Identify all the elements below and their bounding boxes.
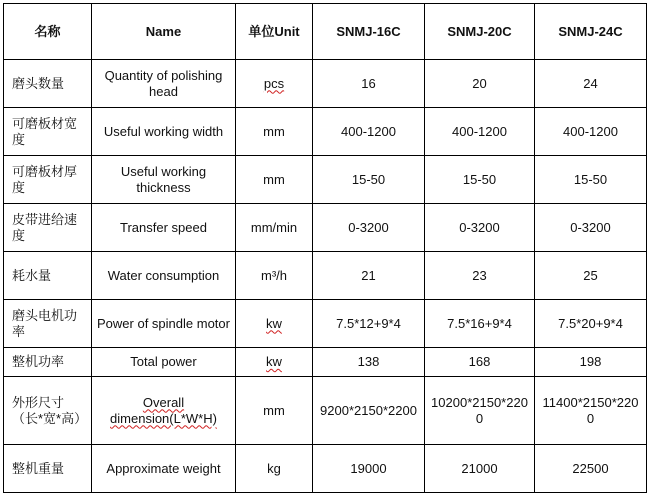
- cell-value: 24: [535, 60, 647, 108]
- cell-value: 400-1200: [535, 108, 647, 156]
- name-en-text: Overall dimension(L*W*H): [110, 394, 217, 426]
- cell-value: 19000: [313, 445, 425, 493]
- cell-name-en: [92, 377, 236, 445]
- unit-text: kw: [266, 315, 282, 331]
- cell-value: 0-3200: [313, 204, 425, 252]
- cell-name-zh: 可磨板材厚度: [4, 156, 92, 204]
- cell-unit: mm: [236, 156, 313, 204]
- cell-unit: [236, 348, 313, 377]
- cell-name-zh: 磨头电机功率: [4, 300, 92, 348]
- header-cell: Name: [92, 4, 236, 60]
- table-row: [4, 252, 647, 300]
- cell-name-zh: 外形尺寸（长*宽*高）: [4, 377, 92, 445]
- cell-value: 400-1200: [313, 108, 425, 156]
- cell-name-zh: 耗水量: [4, 252, 92, 300]
- table-row: [4, 156, 647, 204]
- cell-value: 15-50: [313, 156, 425, 204]
- cell-value: 22500: [535, 445, 647, 493]
- cell-value: 0-3200: [535, 204, 647, 252]
- table-row: [4, 108, 647, 156]
- unit-text: pcs: [263, 75, 285, 91]
- cell-value: 15-50: [535, 156, 647, 204]
- cell-value: 168: [425, 348, 535, 377]
- cell-name-en: Useful working thickness: [92, 156, 236, 204]
- cell-value: 198: [535, 348, 647, 377]
- cell-value: 23: [425, 252, 535, 300]
- cell-unit: [236, 60, 313, 108]
- cell-value: 0-3200: [425, 204, 535, 252]
- cell-value: 15-50: [425, 156, 535, 204]
- header-cell: 单位Unit: [236, 4, 313, 60]
- cell-unit: kg: [236, 445, 313, 493]
- cell-value: 10200*2150*2200: [425, 377, 535, 445]
- header-cell: SNMJ-20C: [425, 4, 535, 60]
- cell-value: 25: [535, 252, 647, 300]
- header-cell: SNMJ-16C: [313, 4, 425, 60]
- cell-unit: m³/h: [236, 252, 313, 300]
- cell-value: 21: [313, 252, 425, 300]
- cell-value: 20: [425, 60, 535, 108]
- cell-name-en: Total power: [92, 348, 236, 377]
- cell-name-zh: 整机重量: [4, 445, 92, 493]
- cell-value: 11400*2150*2200: [535, 377, 647, 445]
- cell-value: 7.5*12+9*4: [313, 300, 425, 348]
- table-row: [4, 348, 647, 377]
- cell-value: 400-1200: [425, 108, 535, 156]
- cell-name-zh: 整机功率: [4, 348, 92, 377]
- spec-table: [3, 3, 647, 493]
- header-cell: SNMJ-24C: [535, 4, 647, 60]
- cell-value: 16: [313, 60, 425, 108]
- cell-unit: mm/min: [236, 204, 313, 252]
- cell-name-en: Quantity of polishing head: [92, 60, 236, 108]
- cell-name-zh: 皮带进给速度: [4, 204, 92, 252]
- cell-name-en: Useful working width: [92, 108, 236, 156]
- cell-name-zh: 磨头数量: [4, 60, 92, 108]
- cell-value: 7.5*20+9*4: [535, 300, 647, 348]
- table-row: [4, 204, 647, 252]
- cell-unit: mm: [236, 108, 313, 156]
- cell-value: 21000: [425, 445, 535, 493]
- cell-name-en: Water consumption: [92, 252, 236, 300]
- cell-value: 138: [313, 348, 425, 377]
- table-row: [4, 445, 647, 493]
- table-row: [4, 377, 647, 445]
- cell-value: 9200*2150*2200: [313, 377, 425, 445]
- cell-name-en: Transfer speed: [92, 204, 236, 252]
- table-row: [4, 60, 647, 108]
- unit-text: kw: [266, 354, 282, 369]
- cell-value: 7.5*16+9*4: [425, 300, 535, 348]
- cell-name-en: Power of spindle motor: [92, 300, 236, 348]
- header-cell: 名称: [4, 4, 92, 60]
- cell-name-en: Approximate weight: [92, 445, 236, 493]
- cell-name-zh: 可磨板材宽度: [4, 108, 92, 156]
- table-header-row: [4, 4, 647, 60]
- cell-unit: mm: [236, 377, 313, 445]
- cell-unit: [236, 300, 313, 348]
- table-row: [4, 300, 647, 348]
